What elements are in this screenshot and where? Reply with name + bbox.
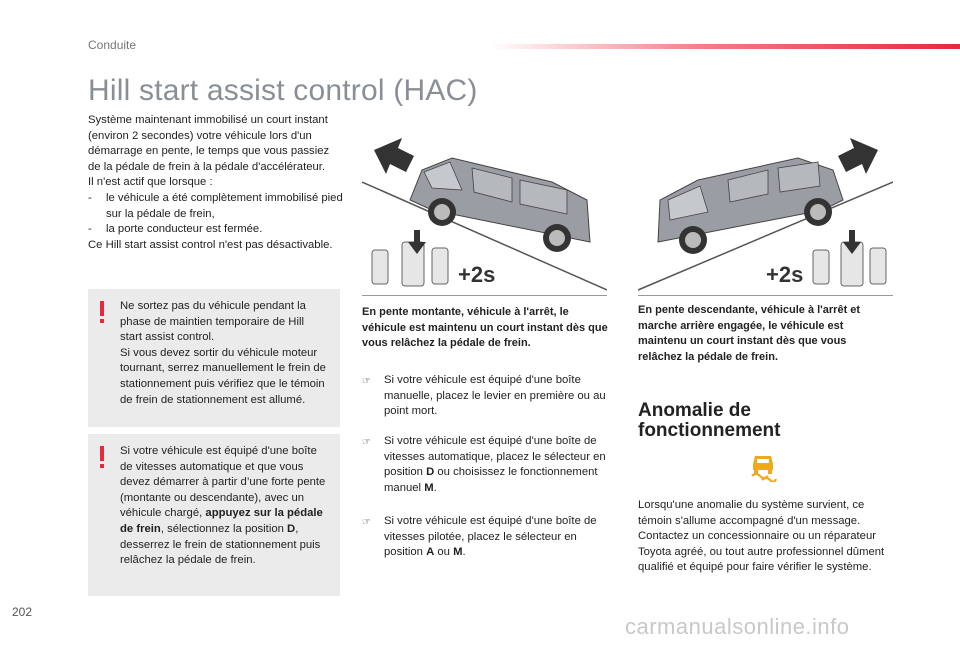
svg-text:+2s: +2s bbox=[766, 262, 804, 287]
page-number: 202 bbox=[12, 605, 33, 619]
warning-text: Si votre véhicule est équipé d'une boîte de vitesses automatique et que vous devez démarrer à partir d’une forte pente (montante ou descendante), avec un véhicule chargé, appuyez sur la pédale de frein, sélectionnez la position D, desserrez le frein de stationnement puis relâchez la pédale de frein. bbox=[120, 445, 326, 567]
pointer-bullet-icon: ☞ bbox=[362, 376, 371, 387]
van-icon bbox=[658, 158, 843, 254]
direction-arrow-icon bbox=[374, 138, 414, 174]
anomaly-text: Lorsqu'une anomalie du système survient, ce témoin s'allume accompagné d'un message. Contactez un concessionnaire ou un réparateur Toyota agréé, ou tout autre professionnel dûment qualifié et équipé pour faire vérifier le système. bbox=[638, 499, 885, 574]
warning-text: Si vous devez sortir du véhicule moteur tournant, serrez manuellement le frein de stationnement puis vérifiez que le témoin de frein de stationnement est allumé. bbox=[120, 346, 326, 406]
caption-downhill: En pente descendante, véhicule à l'arrêt et marche arrière engagée, le véhicule est maintenu un court instant dès que vous relâchez la pédale de frein. bbox=[638, 304, 861, 363]
warning-exclamation-icon bbox=[98, 301, 106, 323]
warning-exclamation-icon bbox=[98, 446, 106, 468]
condition-item: - le véhicule a été complètement immobilisé pied sur la pédale de frein, bbox=[88, 191, 343, 220]
downhill-illustration bbox=[638, 130, 893, 295]
uphill-illustration bbox=[362, 130, 607, 295]
svg-text:+2s: +2s bbox=[458, 262, 496, 287]
warning-text: Ne sortez pas du véhicule pendant la phase de maintien temporaire de Hill start assist control. bbox=[120, 300, 306, 344]
intro-note: Ce Hill start assist control n'est pas désactivable. bbox=[88, 238, 333, 251]
intro-condition-lead: Il n'est actif que lorsque : bbox=[88, 176, 213, 189]
skid-warning-indicator-icon bbox=[748, 452, 778, 482]
illustration-divider bbox=[638, 295, 893, 296]
header-accent-rule bbox=[490, 44, 960, 49]
bullet-automatic: ☞ Si votre véhicule est équipé d'une boîte de vitesses automatique, placez le sélecteur en position D ou choisissez le fonctionnement manuel M. bbox=[362, 434, 612, 496]
intro-paragraph: Système maintenant immobilisé un court instant (environ 2 secondes) votre véhicule lors d'un démarrage en pente, le temps que vous passiez de la pédale de frein à la pédale d'accélérateur. bbox=[88, 114, 330, 173]
warning-box-automatic bbox=[88, 434, 340, 596]
pointer-bullet-icon: ☞ bbox=[362, 437, 371, 448]
anomaly-heading: Anomalie de fonctionnement bbox=[638, 400, 781, 441]
bullet-piloted: ☞ Si votre véhicule est équipé d'une boîte de vitesses pilotée, placez le sélecteur en position A ou M. bbox=[362, 514, 612, 561]
section-label: Conduite bbox=[88, 38, 137, 52]
warning-box-exit bbox=[88, 289, 340, 427]
page-title: Hill start assist control (HAC) bbox=[88, 74, 478, 107]
condition-item: - la porte conducteur est fermée. bbox=[88, 223, 263, 236]
illustration-divider bbox=[362, 295, 607, 296]
watermark: carmanualsonline.info bbox=[625, 614, 850, 639]
pointer-bullet-icon: ☞ bbox=[362, 517, 371, 528]
bullet-manual: ☞ Si votre véhicule est équipé d'une boîte manuelle, placez le levier en première ou au point mort. bbox=[362, 373, 612, 420]
direction-arrow-icon bbox=[838, 138, 878, 174]
caption-uphill: En pente montante, véhicule à l'arrêt, le véhicule est maintenu un court instant dès que vous relâchez la pédale de frein. bbox=[362, 306, 608, 349]
intro-text bbox=[88, 113, 343, 253]
